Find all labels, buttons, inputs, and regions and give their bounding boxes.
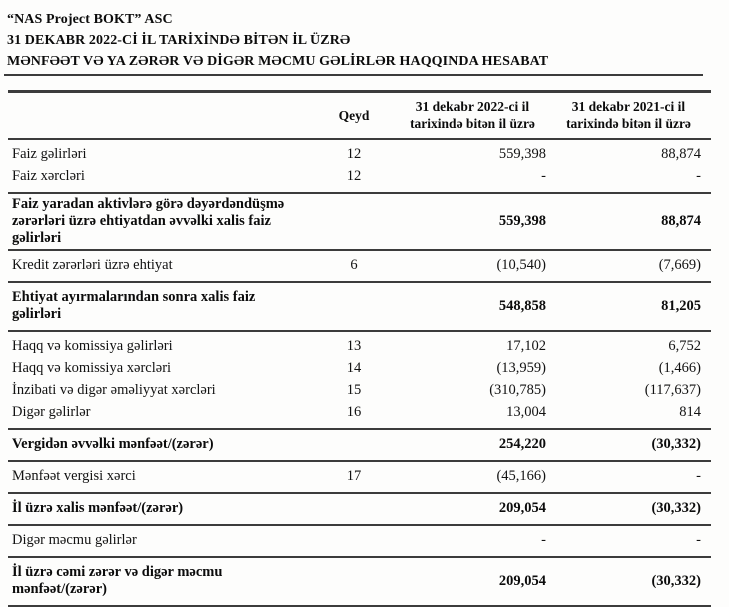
- row-label: Vergidən əvvəlki mənfəət/(zərər): [8, 429, 313, 461]
- row-value-2021: -: [550, 166, 711, 193]
- row-label: Ehtiyat ayırmalarından sonra xalis faiz gəlirləri: [8, 282, 313, 331]
- row-label: Haqq və komissiya gəlirləri: [12, 338, 173, 354]
- row-value-2022: (310,785): [489, 382, 546, 398]
- table-row-subtotal: [8, 193, 711, 250]
- row-value-2022: (13,959): [496, 360, 546, 376]
- row-value-2021: -: [550, 461, 711, 493]
- table-row: [8, 461, 711, 493]
- row-note: 13: [346, 338, 362, 354]
- row-value-2022: 559,398: [498, 146, 546, 162]
- header-period-2021: 31 dekabr 2021-ci il tarixində bitən il üzrə: [550, 92, 711, 140]
- row-value-2022: -: [395, 166, 550, 193]
- row-value-2022: (10,540): [395, 250, 550, 282]
- report-period-line: 31 DEKABR 2022-Cİ İL TARİXİNDƏ BİTƏN İL ÜZRƏ: [7, 33, 351, 48]
- row-note: 16: [313, 402, 395, 429]
- table-row-subtotal: [8, 493, 711, 525]
- row-note: 14: [346, 360, 362, 376]
- header-row: [8, 92, 711, 140]
- table-row: [8, 166, 711, 193]
- row-label: Faiz xərcləri: [8, 166, 313, 193]
- title-divider: [4, 74, 703, 76]
- row-note: 15: [346, 382, 362, 398]
- table-body: [8, 139, 711, 606]
- header-note: Qeyd: [313, 92, 395, 140]
- row-value-2021: (7,669): [550, 250, 711, 282]
- row-value-2021: (117,637): [644, 382, 701, 398]
- table-row: [8, 331, 711, 358]
- row-value-2021: -: [550, 525, 711, 557]
- table-row: [8, 139, 711, 166]
- row-label: Mənfəət vergisi xərci: [8, 461, 313, 493]
- row-note: 12: [313, 166, 395, 193]
- row-note: [313, 282, 395, 331]
- row-value-2022: 559,398: [395, 193, 550, 250]
- income-statement-table: [8, 90, 711, 607]
- row-value-2021: (30,332): [550, 429, 711, 461]
- row-value-2022: 17,102: [506, 338, 546, 354]
- row-value-2022: 209,054: [395, 557, 550, 606]
- row-value-2021: (30,332): [550, 493, 711, 525]
- table-row: [8, 250, 711, 282]
- row-value-2022: 209,054: [395, 493, 550, 525]
- row-note: 17: [313, 461, 395, 493]
- row-value-2021: 81,205: [550, 282, 711, 331]
- row-label: Digər gəlirlər: [8, 402, 313, 429]
- row-label: İl üzrə cəmi zərər və digər məcmu mənfəət/(zərər): [8, 557, 313, 606]
- row-label: İl üzrə xalis mənfəət/(zərər): [8, 493, 313, 525]
- row-note: 6: [313, 250, 395, 282]
- row-label: Faiz yaradan aktivlərə görə dəyərdəndüşmə zərərləri üzrə ehtiyatdan əvvəlki xalis faiz gəlirləri: [8, 193, 313, 250]
- header-item: [8, 92, 313, 140]
- row-label: Digər məcmu gəlirlər: [8, 525, 313, 557]
- header-period-2022: 31 dekabr 2022-ci il tarixində bitən il üzrə: [395, 92, 550, 140]
- row-value-2022: (45,166): [395, 461, 550, 493]
- row-value-2022: 13,004: [395, 402, 550, 429]
- table-row-subtotal: [8, 429, 711, 461]
- row-note: [313, 525, 395, 557]
- table-header: [8, 92, 711, 140]
- document-header: [7, 9, 729, 72]
- row-label: İnzibati və digər əməliyyat xərcləri: [12, 382, 216, 398]
- table-row-subtotal: [8, 282, 711, 331]
- row-label: Haqq və komissiya xərcləri: [12, 360, 172, 376]
- row-value-2021: 6,752: [668, 338, 701, 354]
- row-value-2021: 88,874: [661, 146, 701, 162]
- row-value-2021: 814: [550, 402, 711, 429]
- row-value-2021: 88,874: [550, 193, 711, 250]
- table-row: [8, 525, 711, 557]
- company-name: “NAS Project BOKT” ASC: [7, 12, 173, 27]
- row-note: [313, 557, 395, 606]
- row-note: 12: [346, 146, 362, 162]
- row-note: [313, 429, 395, 461]
- row-value-2022: 548,858: [395, 282, 550, 331]
- table-row: [8, 358, 711, 380]
- row-value-2021: (1,466): [658, 360, 701, 376]
- table-row: [8, 380, 711, 402]
- report-title: MƏNFƏƏT VƏ YA ZƏRƏR VƏ DİGƏR MƏCMU GƏLİRLƏR HAQQINDA HESABAT: [7, 54, 549, 69]
- table-row-total: [8, 557, 711, 606]
- row-note: [313, 193, 395, 250]
- row-value-2022: 254,220: [395, 429, 550, 461]
- row-label: Faiz gəlirləri: [12, 146, 87, 162]
- row-label: Kredit zərərləri üzrə ehtiyat: [8, 250, 313, 282]
- row-note: [313, 493, 395, 525]
- table-row: [8, 402, 711, 429]
- row-value-2022: -: [395, 525, 550, 557]
- row-value-2021: (30,332): [550, 557, 711, 606]
